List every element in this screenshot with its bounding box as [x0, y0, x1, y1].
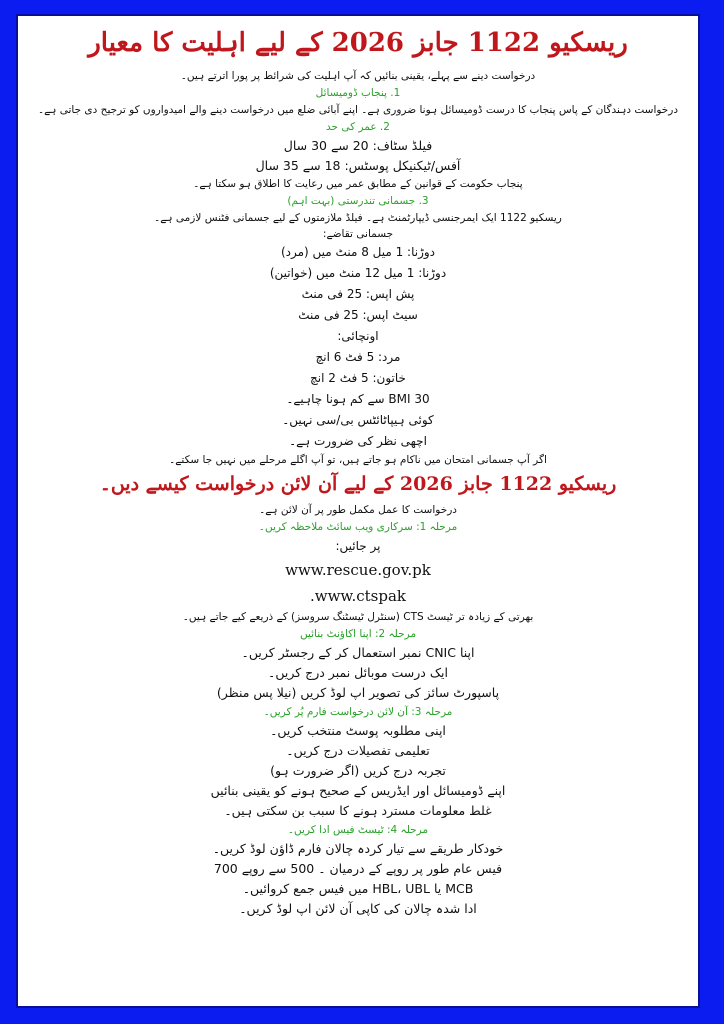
fitness-line: اگر آپ جسمانی امتحان میں ناکام ہو جاتے ہیں، تو آپ اگلے مرحلے میں نہیں جا سکتے۔ — [169, 454, 547, 466]
step3-line: غلط معلومات مسترد ہونے کا سبب بن سکتی ہیں۔ — [224, 803, 492, 818]
section-heading-fitness: 3. جسمانی تندرستی (بہت اہم) — [287, 195, 429, 207]
step2-line: پاسپورٹ سائز کی تصویر اپ لوڈ کریں (نیلا پس منظر) — [216, 685, 500, 700]
cts-note: بھرتی کے زیادہ تر ٹیسٹ CTS (سنٹرل ٹیسٹنگ سروسز) کے ذریعے کیے جاتے ہیں۔ — [182, 611, 534, 623]
fitness-line: جسمانی تقاضے: — [322, 228, 394, 240]
apply-intro: درخواست کا عمل مکمل طور پر آن لائن ہے۔ — [259, 504, 457, 516]
step-heading-3: مرحلہ 3: آن لائن درخواست فارم پُر کریں۔ — [263, 706, 453, 718]
page-title: ریسکیو 1122 جابز 2026 کے لیے اہلیت کا معیار — [88, 28, 628, 58]
fitness-line: BMI 30 سے کم ہونا چاہیے۔ — [286, 392, 430, 406]
fitness-line: مرد: 5 فٹ 6 انچ — [315, 350, 401, 364]
step-heading-4: مرحلہ 4: ٹیسٹ فیس ادا کریں۔ — [287, 824, 429, 836]
intro-text: درخواست دینے سے پہلے، یقینی بنائیں کہ آپ اہلیت کی شرائط پر پورا اترتے ہیں۔ — [180, 70, 536, 82]
goto-label: پر جائیں: — [335, 539, 381, 553]
step2-line: اپنا CNIC نمبر استعمال کر کے رجسٹر کریں۔ — [241, 645, 475, 660]
step3-line: اپنی مطلوبہ پوسٹ منتخب کریں۔ — [270, 723, 446, 738]
age-line: پنجاب حکومت کے قوانین کے مطابق عمر میں رعایت کا اطلاق ہو سکتا ہے۔ — [193, 178, 523, 190]
step4-line: ادا شدہ چالان کی کاپی آن لائن اپ لوڈ کریں۔ — [239, 901, 477, 916]
section-heading-domicile: 1. پنجاب ڈومیسائل — [315, 87, 401, 99]
section-heading-age: 2. عمر کی حد — [326, 121, 390, 133]
step3-line: اپنے ڈومیسائل اور ایڈریس کے صحیح ہونے کو یقینی بنائیں — [210, 783, 506, 798]
article-content — [18, 16, 698, 919]
fitness-line: خاتون: 5 فٹ 2 انچ — [310, 371, 406, 385]
fitness-line: اچھی نظر کی ضرورت ہے۔ — [289, 434, 427, 448]
step-heading-1: مرحلہ 1: سرکاری ویب سائٹ ملاحظہ کریں۔ — [258, 521, 458, 533]
fitness-line: ریسکیو 1122 ایک ایمرجنسی ڈیپارٹمنٹ ہے۔ فیلڈ ملازمتوں کے لیے جسمانی فٹنس لازمی ہے۔ — [154, 212, 562, 224]
step2-line: ایک درست موبائل نمبر درج کریں۔ — [268, 665, 448, 680]
step3-line: تجربہ درج کریں (اگر ضرورت ہو) — [270, 763, 446, 778]
website-link[interactable]: www.rescue.gov.pk — [285, 561, 431, 579]
website-link[interactable]: .www.ctspak — [309, 587, 407, 605]
fitness-line: اونچائی: — [337, 329, 379, 343]
step4-line: فیس عام طور پر روپے کے درمیان ۔ 500 سے روپے 700 — [213, 861, 503, 876]
step4-line: خودکار طریقے سے تیار کردہ چالان فارم ڈاؤن لوڈ کریں۔ — [212, 841, 504, 856]
step3-line: تعلیمی تفصیلات درج کریں۔ — [286, 743, 430, 758]
fitness-line: سیٹ اپس: 25 فی منٹ — [298, 308, 418, 322]
fitness-line: کوئی ہیپاٹائٹس بی/سی نہیں۔ — [282, 413, 434, 427]
domicile-text: درخواست دہندگان کے پاس پنجاب کا درست ڈومیسائل ہونا ضروری ہے۔ اپنے آبائی ضلع میں درخواست دینے والے امیدواروں کو ترجیح دی جاتی ہے۔ — [37, 104, 679, 116]
age-line: آفس/ٹیکنیکل پوسٹس: 18 سے 35 سال — [255, 158, 461, 173]
document-page — [16, 14, 700, 1008]
fitness-line: پش اپس: 25 فی منٹ — [301, 287, 415, 301]
fitness-line: دوڑنا: 1 میل 8 منٹ میں (مرد) — [280, 245, 436, 259]
step4-line: MCB یا HBL، UBL میں فیس جمع کروائیں۔ — [242, 881, 474, 896]
age-line: فیلڈ سٹاف: 20 سے 30 سال — [283, 138, 433, 153]
apply-subtitle: ریسکیو 1122 جابز 2026 کے لیے آن لائن درخواست کیسے دیں۔ — [99, 473, 617, 495]
fitness-line: دوڑنا: 1 میل 12 منٹ میں (خواتین) — [269, 266, 447, 280]
step-heading-2: مرحلہ 2: اپنا اکاؤنٹ بنائیں — [299, 628, 417, 640]
